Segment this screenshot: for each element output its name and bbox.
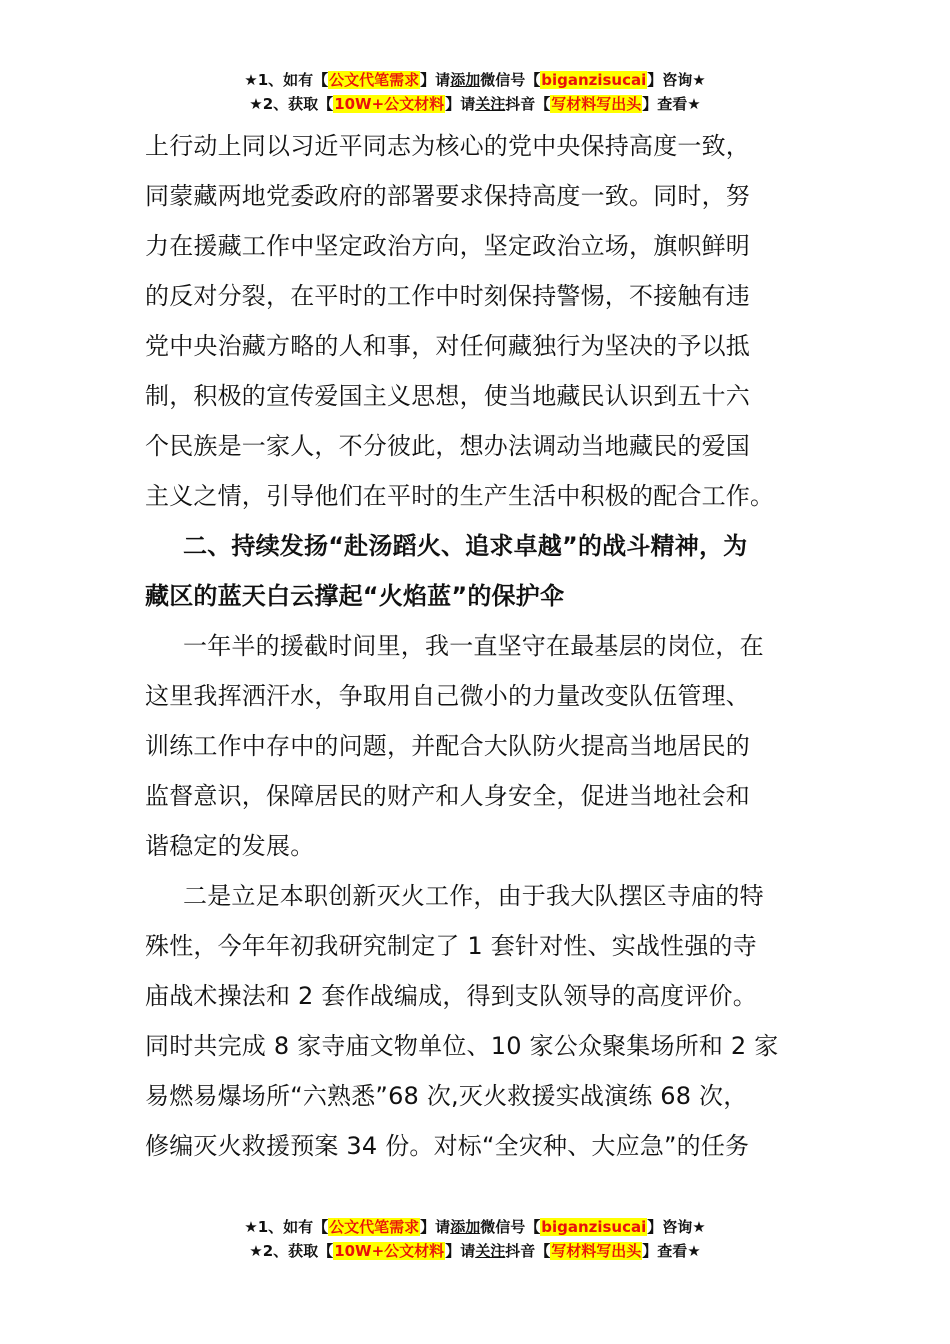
header-banner (0, 68, 950, 116)
highlight-wechat-id: biganzisucai (541, 1218, 647, 1236)
highlight-materials: 10W+公文材料 (334, 1242, 445, 1260)
banner-line-2: ★2、获取【10W+公文材料】请关注抖音【写材料写出头】查看★ (249, 1242, 701, 1260)
highlight-douyin-account: 写材料写出头 (551, 1242, 642, 1260)
paragraph-firefighting-innovation: 二是立足本职创新灭火工作，由于我大队摆区寺庙的特 殊性，今年年初我研究制定了 1 套针对性、实战性强的寺 庙战术操法和 2 套作战编成，得到支队领导的高度评价。 同时共完成 8 家寺庙文物单位、10 家公众聚集场所和 2 家 易燃易爆场所“六熟悉”68 次,灭火救援实战演练 68 次， 修编灭火救援预案 34 份。对标“全灾种、大应急”的任务 (145, 882, 779, 1160)
highlight-writing-service: 公文代笔需求 (329, 71, 420, 89)
footer-banner (0, 1215, 950, 1263)
highlight-writing-service: 公文代笔需求 (329, 1218, 420, 1236)
paragraph-political-stance: 上行动上同以习近平同志为核心的党中央保持高度一致， 同蒙藏两地党委政府的部署要求保持高度一致。同时，努 力在援藏工作中坚定政治方向，坚定政治立场，旗帜鲜明 的反对分裂，在平时的工作中时刻保持警惕，不接触有违 党中央治藏方略的人和事，对任何藏独行为坚决的予以抵 制，积极的宣传爱国主义思想，使当地藏民认识到五十六 个民族是一家人，不分彼此，想办法调动当地藏民的爱国 主义之情，引导他们在平时的生产生活中积极的配合工作。 (145, 132, 775, 510)
banner-line-1: ★1、如有【公文代笔需求】请添加微信号【biganzisucai】咨询★ (244, 71, 706, 89)
section-heading-2: 二、持续发扬“赴汤蹈火、追求卓越”的战斗精神，为 藏区的蓝天白云撑起“火焰蓝”的保护伞 (145, 532, 748, 610)
paragraph-grassroots-post: 一年半的援截时间里，我一直坚守在最基层的岗位，在 这里我挥洒汗水，争取用自己微小的力量改变队伍管理、 训练工作中存中的问题，并配合大队防火提高当地居民的 监督意识，保障居民的财产和人身安全，促进当地社会和 谐稳定的发展。 (145, 632, 764, 860)
highlight-douyin-account: 写材料写出头 (551, 95, 642, 113)
document-body (145, 121, 805, 1171)
highlight-wechat-id: biganzisucai (541, 71, 647, 89)
highlight-materials: 10W+公文材料 (334, 95, 445, 113)
banner-line-2: ★2、获取【10W+公文材料】请关注抖音【写材料写出头】查看★ (249, 95, 701, 113)
banner-line-1: ★1、如有【公文代笔需求】请添加微信号【biganzisucai】咨询★ (244, 1218, 706, 1236)
